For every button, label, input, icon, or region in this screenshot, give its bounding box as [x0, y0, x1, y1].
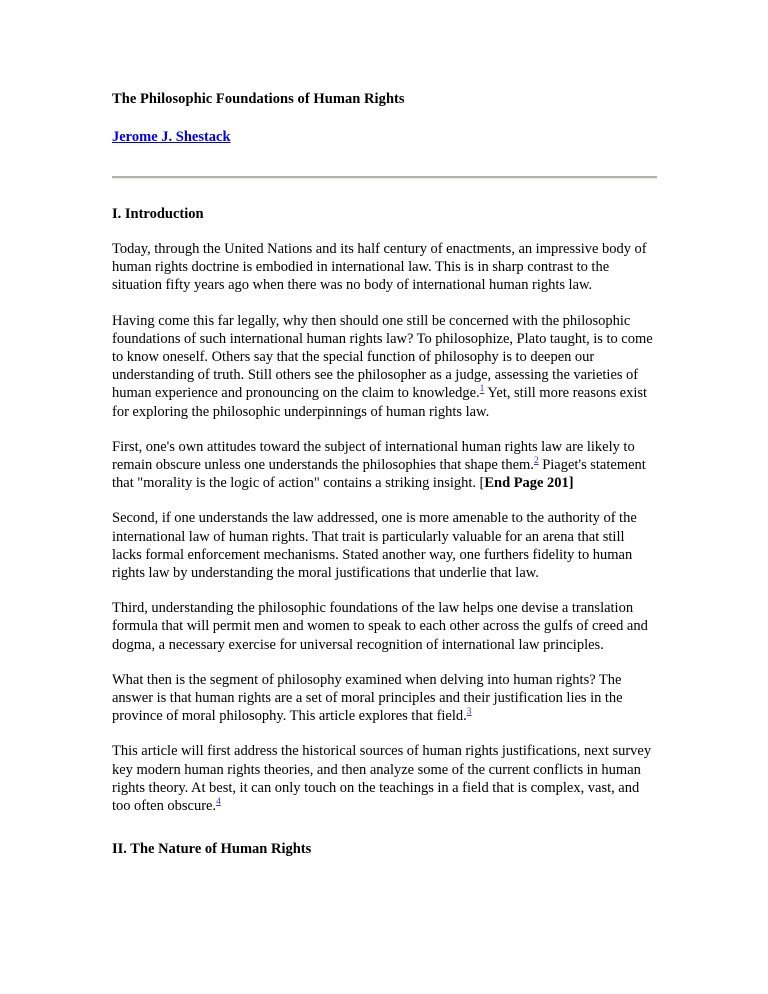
author-block [112, 128, 657, 146]
paragraph-2-text-after: Yet, still more reasons exist for exploring the philosophic underpinnings of human rights law. [112, 385, 648, 420]
end-page-marker: End Page 201] [484, 475, 574, 492]
paragraph-5-text: Third, understanding the philosophic foundations of the law helps one devise a translation formula that will permit men and women to speak to each other across the gulfs of creed and dogma, a necessary exercise for universal recognition of international law principles. [112, 600, 648, 653]
footnote-marker-4[interactable] [216, 797, 221, 807]
section-heading-nature-of-human-rights: II. The Nature of Human Rights [112, 841, 312, 858]
page-title: The Philosophic Foundations of Human Rights [112, 91, 405, 107]
footnote-marker-2[interactable] [534, 456, 539, 466]
paragraph-6-text-before: What then is the segment of philosophy examined when delving into human rights? The answer is that human rights are a set of moral principles and their justification lies in the province of moral philosophy. This article explores that field. [112, 671, 623, 725]
paragraph-3 [112, 438, 657, 493]
paragraph-4 [112, 509, 657, 582]
footnote-marker-3[interactable] [467, 707, 472, 717]
paragraph-6 [112, 671, 657, 726]
section-divider [112, 176, 657, 179]
paragraph-3-text-after: Piaget's statement that "morality is the logic of action" contains a striking insight. [ [112, 457, 646, 492]
footnote-link-1[interactable]: 1 [479, 384, 485, 395]
document-content [112, 90, 657, 858]
footnote-link-4[interactable]: 4 [216, 797, 221, 808]
paragraph-1-text: Today, through the United Nations and its half century of enactments, an impressive body of human rights doctrine is embodied in international law. This is in sharp contrast to the situation fifty years ago when there was no body of international human rights law. [112, 241, 647, 294]
footnote-marker-1[interactable] [480, 385, 485, 395]
footnote-link-2[interactable]: 2 [533, 456, 539, 467]
footnote-link-3[interactable]: 3 [466, 707, 472, 718]
paragraph-5 [112, 599, 657, 654]
paragraph-1 [112, 240, 657, 295]
paragraph-2-text-before: Having come this far legally, why then should one still be concerned with the philosophic foundations of such international human rights law? To philosophize, Plato taught, is to come to know oneself. Others say that the special function of philosophy is to deepen our understanding of truth. Still others see the philosopher as a judge, assessing the varieties of human experience and pronouncing on the claim to knowledge. [112, 312, 653, 402]
section-heading-introduction: I. Introduction [112, 206, 204, 222]
paragraph-7-text-before: This article will first address the historical sources of human rights justifications, next survey key modern human rights theories, and then analyze some of the current conflicts in human rights theory. At best, it can only touch on the teachings in a field that is complex, vast, and too often obscure. [112, 743, 652, 815]
paragraph-4-text: Second, if one understands the law addressed, one is more amenable to the authority of the international law of human rights. That trait is particularly valuable for an arena that still lacks formal enforcement mechanisms. Stated another way, one furthers fidelity to human rights law by understanding the moral justifications that underlie that law. [112, 510, 637, 582]
paragraph-2 [112, 312, 657, 421]
author-link[interactable]: Jerome J. Shestack [112, 129, 231, 145]
paragraph-3-text-before: First, one's own attitudes toward the subject of international human rights law are likely to remain obscure unless one understands the philosophies that shape them. [112, 438, 635, 474]
paragraph-7 [112, 742, 657, 815]
